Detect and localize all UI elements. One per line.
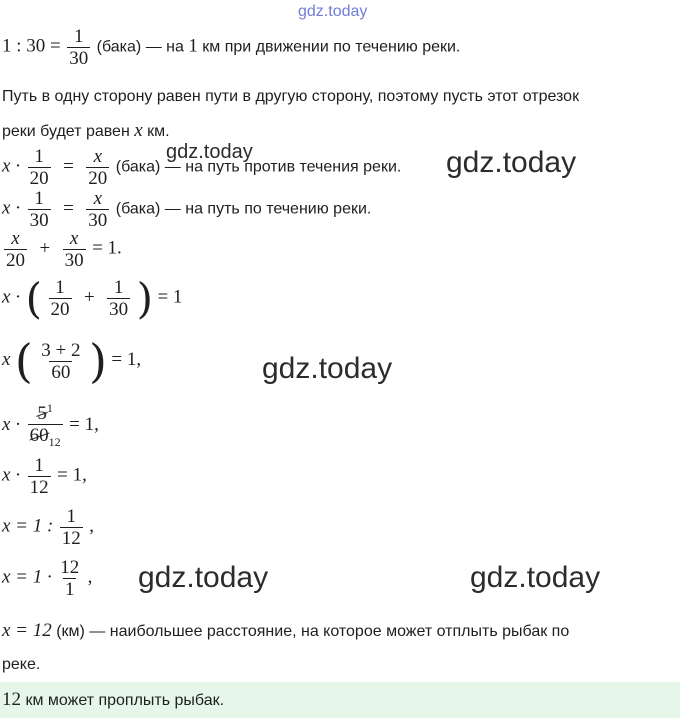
fraction: [28, 188, 51, 231]
line1-km-number: 1: [188, 35, 198, 57]
equation-lhs: x = 1 :: [2, 515, 54, 537]
reduced-numerator: 1: [46, 401, 53, 415]
numerator: x: [93, 146, 103, 167]
variable-x: x: [134, 120, 143, 141]
denominator: 30: [69, 48, 89, 69]
dot-operator: ·: [14, 197, 22, 219]
struck-numerator: 5: [37, 403, 47, 425]
variable-x: x: [2, 464, 11, 486]
comma: ,: [89, 515, 94, 537]
equation-rhs: = 1: [157, 286, 183, 308]
numerator: 12: [60, 557, 80, 578]
fraction: [107, 277, 130, 320]
fraction: [4, 228, 27, 271]
equation-lhs: x = 1 ·: [2, 566, 52, 588]
variable-x: x: [2, 349, 11, 371]
dot-operator: ·: [14, 286, 22, 308]
equation-line-10: [2, 557, 92, 600]
watermark: gdz.today: [470, 561, 601, 594]
equation-line-8: [2, 455, 87, 498]
denominator: 20: [6, 250, 25, 271]
equation-comment: — наибольшее расстояние, на которое может отплыть рыбак по: [89, 623, 570, 640]
equation-line-7: [2, 398, 99, 453]
equation-line-5: [2, 274, 182, 323]
equation-lhs: x = 12: [2, 620, 52, 641]
numerator: x: [69, 228, 79, 249]
equation-comment: (бака) — на путь по течению реки.: [115, 200, 372, 218]
right-paren: ): [88, 334, 107, 388]
equation-rhs: = 1,: [111, 349, 142, 371]
fraction: [28, 455, 51, 498]
left-paren: (: [14, 334, 33, 388]
equation-line-9: [2, 506, 94, 549]
plus-sign: +: [39, 237, 51, 259]
watermark: gdz.today: [446, 146, 577, 179]
fraction: [58, 557, 81, 600]
numerator: 1: [73, 26, 84, 47]
fraction: [86, 188, 109, 231]
reduced-denominator: 12: [48, 435, 61, 450]
equation-comment: (бака) — на путь против течения реки.: [115, 158, 402, 176]
numerator: 3 + 2: [41, 339, 81, 361]
left-paren: (: [25, 274, 43, 323]
equation-line-3: [2, 188, 371, 231]
denominator: 30: [88, 210, 108, 231]
struck-denominator: 60: [29, 425, 49, 447]
line1-text-end: км при движении по течению реки.: [202, 38, 461, 56]
answer-value: 12: [2, 689, 21, 710]
fraction: [28, 146, 51, 189]
plus-sign: +: [83, 286, 95, 308]
equation-line-1: [2, 26, 460, 69]
denominator: 12: [61, 528, 81, 549]
watermark: gdz.today: [166, 141, 253, 163]
fraction: [60, 506, 83, 549]
numerator: 1: [34, 188, 44, 209]
denominator: 20: [50, 299, 70, 320]
equals-sign: =: [63, 155, 74, 177]
paragraph-text: реки будет равен: [2, 123, 130, 140]
numerator: x: [93, 188, 103, 209]
denominator: 60: [51, 361, 71, 383]
equation-line-4: [2, 228, 122, 271]
answer-box: [0, 682, 680, 718]
paragraph-line-2: [2, 120, 170, 142]
fraction: [86, 146, 109, 189]
variable-x: x: [2, 155, 11, 177]
denominator: 20: [88, 168, 108, 189]
line1-text: (бака) — на: [96, 38, 184, 56]
fraction: [63, 228, 86, 271]
right-paren: ): [136, 274, 153, 323]
paragraph-unit: км.: [147, 123, 170, 140]
denominator: 12: [29, 477, 49, 498]
unit-label: (км): [56, 623, 85, 640]
dot-operator: ·: [14, 464, 22, 486]
watermark-top: gdz.today: [298, 3, 368, 20]
fraction-1-30: [67, 26, 90, 69]
equation-rhs: = 1,: [57, 464, 87, 486]
denominator: 30: [64, 250, 84, 271]
denominator: 30: [109, 299, 129, 320]
fraction: [49, 277, 72, 320]
ratio-lhs: 1 : 30 =: [2, 35, 61, 57]
variable-x: x: [2, 286, 11, 308]
fraction: [39, 340, 82, 383]
equation-comment-cont: реке.: [2, 656, 41, 673]
reduced-fraction: [28, 398, 63, 453]
paragraph-line-1: Путь в одну сторону равен пути в другую сторону, поэтому пусть этот отрезок: [2, 88, 580, 105]
numerator: 1: [113, 277, 124, 298]
equals-sign: =: [63, 197, 74, 219]
numerator: x: [11, 228, 20, 249]
answer-text: км может проплыть рыбак.: [25, 692, 225, 709]
denominator: 20: [29, 168, 49, 189]
variable-x: x: [2, 197, 11, 219]
numerator: 1: [55, 277, 65, 298]
watermark: gdz.today: [262, 352, 393, 385]
dot-operator: ·: [14, 413, 22, 435]
equation-line-6: [2, 334, 141, 388]
denominator: 30: [29, 210, 49, 231]
equation-rhs: = 1,: [69, 413, 99, 435]
numerator: 1: [34, 146, 44, 167]
numerator: 1: [66, 506, 77, 527]
watermark: gdz.today: [138, 561, 269, 594]
comma: ,: [87, 566, 93, 588]
variable-x: x: [2, 413, 11, 435]
denominator: 1: [64, 579, 75, 600]
equation-rhs: = 1.: [92, 237, 122, 259]
numerator: 1: [34, 455, 44, 476]
equation-line-11: [2, 620, 569, 642]
dot-operator: ·: [14, 155, 22, 177]
